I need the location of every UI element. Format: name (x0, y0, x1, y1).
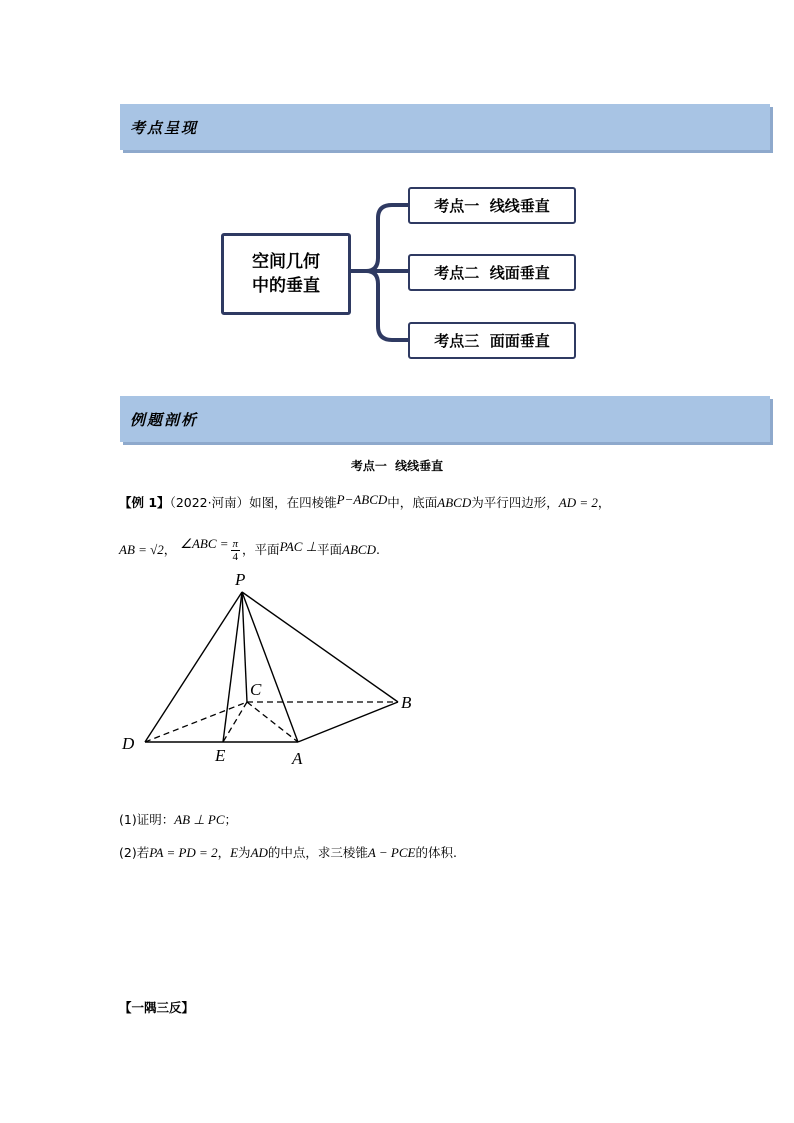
math-q2-2: E (230, 845, 239, 860)
math-base: ABCD (437, 495, 472, 510)
edge-pc (242, 592, 247, 702)
example-source: （2022·河南） (169, 495, 250, 510)
math-angle: ∠ABC = (180, 536, 229, 551)
section-title: 考点一 线线垂直 (350, 459, 444, 473)
math-q2-1: PA = PD = 2 (149, 845, 218, 860)
question-text: 为 (238, 845, 251, 860)
math-pyramid: P−ABCD (336, 492, 388, 507)
mindmap-item-2-label: 考点二 线面垂直 (434, 264, 550, 282)
practice-label: 【一隅三反】 (119, 1000, 195, 1015)
example-text: 为平行四边形， (471, 495, 559, 510)
question-text: ， (217, 845, 231, 860)
example-text: ，平面 (242, 542, 280, 557)
example-text: 平面 (317, 542, 343, 557)
label-d: D (122, 734, 135, 753)
edge-ab (298, 702, 398, 742)
math-q1: AB ⊥ PC (174, 812, 225, 827)
math-ad: AD = 2 (558, 495, 598, 510)
example-text: ， (163, 542, 177, 557)
example-text: . (375, 542, 380, 557)
question-2 (119, 843, 457, 861)
math-q2-3: AD (250, 845, 268, 860)
edge-ce (223, 702, 247, 742)
label-a: A (292, 749, 303, 768)
edge-pb (242, 592, 398, 702)
fraction-denominator: 4 (232, 551, 239, 563)
example-label: 【例 1】 (119, 495, 170, 510)
label-c: C (250, 680, 262, 699)
examples-banner-title: 例题剖析 (130, 410, 199, 429)
overview-banner-title: 考点呈现 (130, 118, 199, 137)
edge-pd (145, 592, 242, 742)
label-p: P (235, 570, 246, 589)
question-1 (119, 810, 237, 828)
math-pac: PAC ⊥ (279, 539, 318, 554)
question-text: ； (224, 812, 238, 827)
mindmap-main-line2: 中的垂直 (252, 276, 320, 296)
mindmap-item-1-label: 考点一 线线垂直 (434, 197, 550, 215)
edge-pa (242, 592, 298, 742)
example-text: 如图，在四棱锥 (249, 495, 337, 510)
question-text: 的中点，求三棱锥 (267, 845, 368, 860)
edge-dc (145, 702, 247, 742)
math-q2-4: A − PCE (367, 845, 416, 860)
example-text: 中，底面 (387, 495, 438, 510)
mindmap-main-line1: 空间几何 (252, 252, 320, 272)
example-text: ， (597, 495, 611, 510)
question-text: 的体积. (415, 845, 457, 860)
label-b: B (401, 693, 412, 712)
question-text: (2)若 (119, 845, 150, 860)
edge-pe (223, 592, 242, 742)
math-ab: AB = √2 (119, 542, 164, 557)
question-text: (1)证明： (119, 812, 175, 827)
mindmap-item-3-label: 考点三 面面垂直 (434, 332, 550, 350)
label-e: E (215, 746, 226, 765)
math-base-2: ABCD (342, 542, 376, 557)
fraction-numerator: π (232, 538, 239, 550)
